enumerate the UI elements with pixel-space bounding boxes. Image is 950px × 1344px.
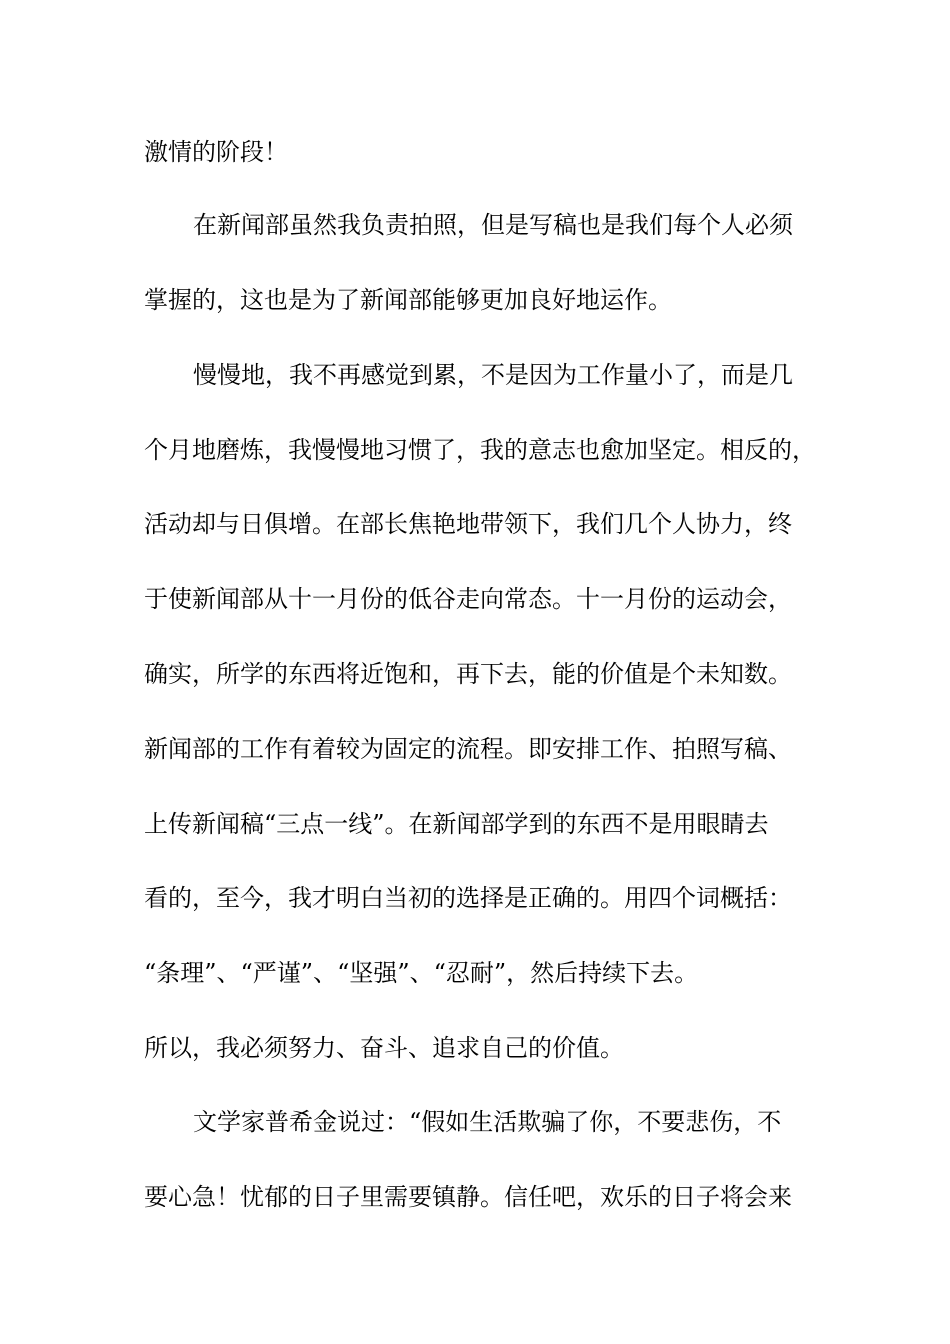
text-line-15: 要心急！忧郁的日子里需要镇静。信任吧，欢乐的日子将会来 [144,1183,792,1211]
text-line-3: 掌握的，这也是为了新闻部能够更加良好地运作。 [144,286,672,314]
text-line-13: 所以，我必须努力、奋斗、追求自己的价值。 [144,1034,624,1062]
text-line-4: 慢慢地，我不再感觉到累，不是因为工作量小了，而是几 [193,361,793,389]
text-line-12: “条理”、“严谨”、“坚强”、“忍耐”，然后持续下去。 [144,959,699,987]
text-line-5: 个月地磨炼，我慢慢地习惯了，我的意志也愈加坚定。相反的， [144,436,816,464]
text-line-7: 于使新闻部从十一月份的低谷走向常态。十一月份的运动会， [144,585,792,613]
text-line-9: 新闻部的工作有着较为固定的流程。即安排工作、拍照写稿、 [144,735,792,763]
text-line-11: 看的，至今，我才明白当初的选择是正确的。用四个词概括： [144,884,792,912]
text-line-8: 确实，所学的东西将近饱和，再下去，能的价值是个未知数。 [144,660,792,688]
text-line-1: 激情的阶段！ [144,138,288,166]
text-line-2: 在新闻部虽然我负责拍照，但是写稿也是我们每个人必须 [193,211,793,239]
text-line-14: 文学家普希金说过：“假如生活欺骗了你，不要悲伤，不 [193,1108,782,1136]
text-line-10: 上传新闻稿“三点一线”。在新闻部学到的东西不是用眼睛去 [144,810,769,838]
text-line-6: 活动却与日俱增。在部长焦艳地带领下，我们几个人协力，终 [144,510,792,538]
